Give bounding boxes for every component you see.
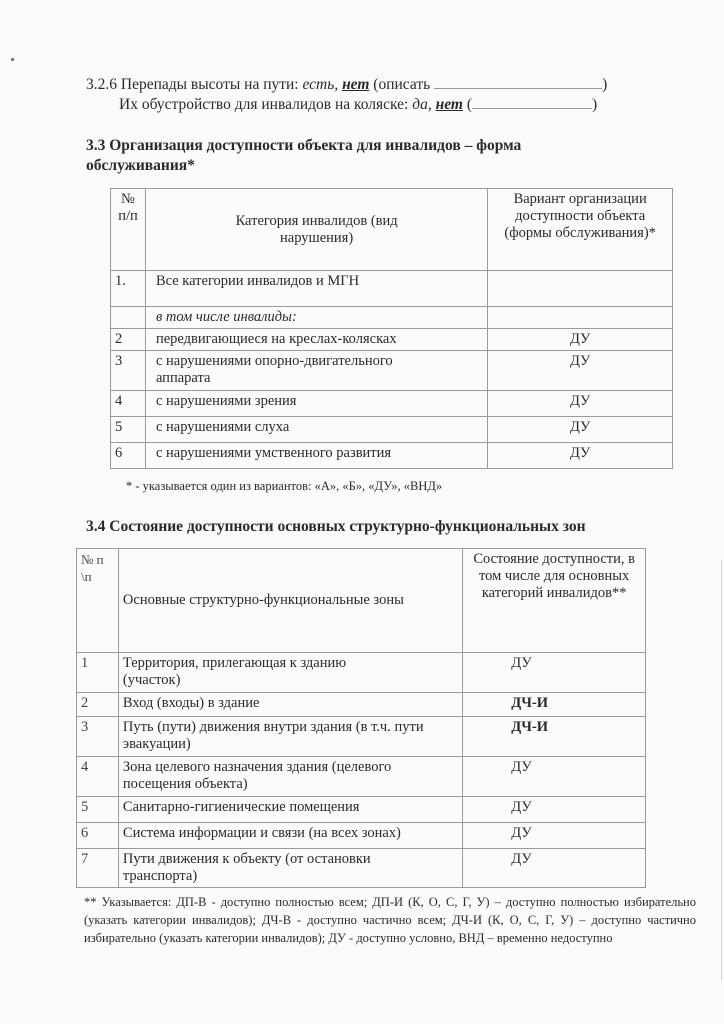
row-category: Все категории инвалидов и МГН xyxy=(145,271,487,307)
table-header-row xyxy=(111,189,673,271)
table-header-row xyxy=(77,549,646,653)
row-num: 4 xyxy=(77,757,119,797)
scan-speck xyxy=(11,58,14,61)
row-num: 6 xyxy=(77,823,119,849)
heights-label: 3.2.6 Перепады высоты на пути: xyxy=(86,76,303,93)
row-num: 3 xyxy=(111,351,146,391)
row-zone: Путь (пути) движения внутри здания (в т.ч. пути эвакуации) xyxy=(118,717,462,757)
row-category: с нарушениями умственного развития xyxy=(145,443,487,469)
row-zone: Вход (входы) в здание xyxy=(118,693,462,717)
table-row xyxy=(77,823,646,849)
row-value: ДУ xyxy=(488,351,673,391)
row-value: ДУ xyxy=(463,797,646,823)
row-value: ДУ xyxy=(488,329,673,351)
row-value: ДУ xyxy=(488,417,673,443)
table-3-4 xyxy=(76,548,646,888)
table-row xyxy=(77,693,646,717)
option-yes: есть, xyxy=(302,76,343,93)
row-num: 2 xyxy=(77,693,119,717)
row-category: передвигающиеся на креслах-колясках xyxy=(145,329,487,351)
row-num: 1. xyxy=(111,271,146,307)
table-3-4-note: ** Указывается: ДП-В - доступно полностью всем; ДП-И (К, О, С, Г, У) – доступно полностью избирательно (указать категории инвалидов); ДЧ-В - доступно частично всем; ДЧ-И (К, О, С, Г, У) – доступно частично избирательно (указать категории инвалидов); ДУ - доступно условно, ВНД – временно недоступно xyxy=(84,895,696,945)
header-category: Категория инвалидов (вид нарушения) xyxy=(145,189,487,271)
row-zone: Пути движения к объекту (от остановки транспорта) xyxy=(118,849,462,888)
row-num: 2 xyxy=(111,329,146,351)
row-num: 5 xyxy=(77,797,119,823)
row-zone: Территория, прилегающая к зданию (участок) xyxy=(118,653,462,693)
row-num: 4 xyxy=(111,391,146,417)
row-num xyxy=(111,307,146,329)
row-num: 5 xyxy=(111,417,146,443)
section-3-2-6-line-2 xyxy=(119,94,597,114)
table-row xyxy=(111,443,673,469)
row-value: ДУ xyxy=(463,653,646,693)
row-value: ДЧ-И xyxy=(463,717,646,757)
row-value: ДУ xyxy=(463,757,646,797)
close-paren: ) xyxy=(602,76,608,93)
row-category: с нарушениями слуха xyxy=(145,417,487,443)
row-zone: Зона целевого назначения здания (целевого посещения объекта) xyxy=(118,757,462,797)
row-num: 1 xyxy=(77,653,119,693)
table-row xyxy=(111,417,673,443)
table-row xyxy=(77,797,646,823)
open-paren: ( xyxy=(462,96,472,113)
table-row xyxy=(77,653,646,693)
row-category: с нарушениями опорно-двигательного аппарата xyxy=(145,351,487,391)
describe-label: (описать xyxy=(369,76,431,93)
option-no-selected: нет xyxy=(435,96,463,113)
row-value: ДУ xyxy=(463,823,646,849)
row-category: в том числе инвалиды: xyxy=(145,307,487,329)
row-value xyxy=(488,271,673,307)
table-3-3 xyxy=(110,188,673,469)
describe-blank[interactable] xyxy=(434,74,602,89)
row-value: ДУ xyxy=(488,391,673,417)
table-row xyxy=(77,757,646,797)
header-zone: Основные структурно-функциональные зоны xyxy=(118,549,462,653)
scan-edge-line xyxy=(721,560,722,980)
row-num: 3 xyxy=(77,717,119,757)
option-no-selected: нет xyxy=(342,76,370,93)
header-num: № п/п xyxy=(111,189,146,271)
row-value xyxy=(488,307,673,329)
row-value: ДУ xyxy=(488,443,673,469)
table-row xyxy=(77,717,646,757)
table-row xyxy=(111,271,673,307)
row-value: ДУ xyxy=(463,849,646,888)
table-row xyxy=(111,307,673,329)
row-num: 6 xyxy=(111,443,146,469)
table-3-3-note: * - указывается один из вариантов: «А», «Б», «ДУ», «ВНД» xyxy=(126,479,443,493)
table-row xyxy=(111,391,673,417)
row-num: 7 xyxy=(77,849,119,888)
table-row xyxy=(111,329,673,351)
header-num: № п \п xyxy=(77,549,119,653)
wheelchair-label: Их обустройство для инвалидов на коляске: xyxy=(119,96,413,113)
header-variant: Вариант организации доступности объекта (формы обслуживания)* xyxy=(488,189,673,271)
describe-blank[interactable] xyxy=(472,94,592,109)
close-paren: ) xyxy=(591,96,598,113)
header-state: Состояние доступности, в том числе для основных категорий инвалидов** xyxy=(463,549,646,653)
section-3-2-6-line-1 xyxy=(86,74,607,94)
table-row xyxy=(77,849,646,888)
table-row xyxy=(111,351,673,391)
section-3-4-heading: 3.4 Состояние доступности основных структурно-функциональных зон xyxy=(86,518,586,535)
row-zone: Санитарно-гигиенические помещения xyxy=(118,797,462,823)
row-value: ДЧ-И xyxy=(463,693,646,717)
section-3-3-heading: 3.3 Организация доступности объекта для инвалидов – форма обслуживания* xyxy=(86,137,522,174)
option-yes: да, xyxy=(412,96,436,113)
row-zone: Система информации и связи (на всех зонах) xyxy=(118,823,462,849)
row-category: с нарушениями зрения xyxy=(145,391,487,417)
